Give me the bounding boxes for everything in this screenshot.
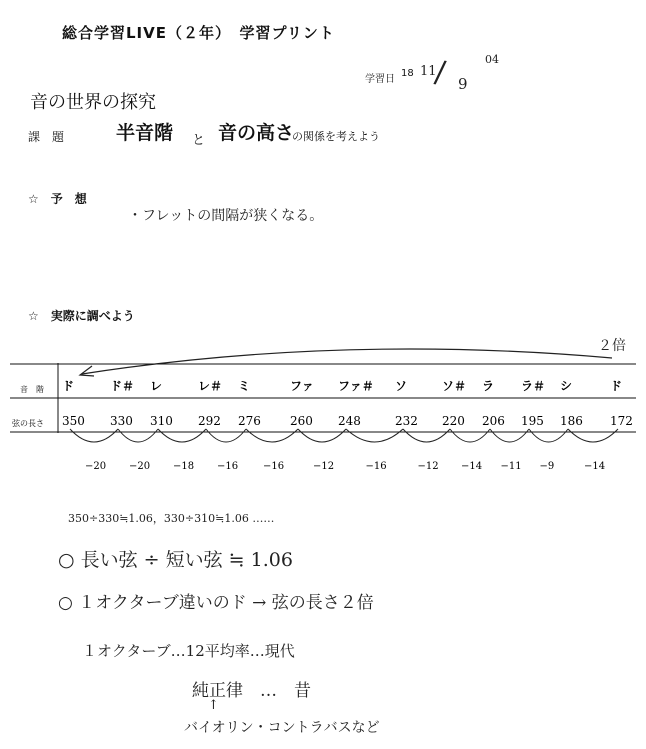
note-cell: ソ＃: [442, 379, 467, 393]
difference-arc: [490, 429, 529, 442]
note-cell: ミ: [238, 379, 251, 393]
difference-arc: [246, 429, 298, 442]
ratio-label: ２倍: [598, 338, 626, 354]
date-slash: /: [432, 54, 448, 91]
date-month: 11: [420, 64, 437, 79]
difference-label: −16: [365, 461, 387, 472]
theme-connector: と: [192, 133, 206, 148]
prediction-text: ・フレットの間隔が狭くなる。: [128, 208, 324, 224]
unit-title: 音の世界の探究: [30, 92, 156, 113]
length-cell: 350: [62, 414, 85, 428]
difference-arc: [70, 429, 118, 442]
difference-label: −12: [313, 461, 335, 472]
length-cell: 292: [198, 414, 221, 428]
length-cell: 206: [482, 414, 505, 428]
length-cell: 220: [442, 414, 465, 428]
date-day: 9: [458, 75, 468, 93]
difference-label: −14: [461, 461, 483, 472]
difference-arc: [346, 429, 403, 442]
worksheet-title: 総合学習LIVE（２年） 学習プリント: [62, 24, 335, 42]
theme-part-b: 音の高さ: [218, 122, 295, 144]
instruments-note: バイオリン・コントラバスなど: [184, 720, 380, 736]
difference-arc: [298, 429, 346, 442]
note-cell: ド＃: [110, 379, 135, 393]
difference-arc: [206, 429, 246, 442]
difference-label: −18: [173, 461, 195, 472]
investigation-heading: ☆ 実際に調べよう: [28, 309, 135, 323]
length-cell: 186: [560, 414, 583, 428]
length-cell: 172: [610, 414, 633, 428]
note-cell: レ＃: [198, 379, 223, 393]
note-cell: レ: [150, 379, 163, 393]
date-superscript: 04: [485, 53, 499, 66]
difference-label: −16: [217, 461, 239, 472]
prediction-heading: ☆ 予 想: [28, 192, 87, 206]
theme-suffix: の関係を考えよう: [292, 130, 380, 143]
difference-arc: [118, 429, 158, 442]
calculation-note: 350÷330≒1.06，330÷310≒1.06 ……: [68, 512, 275, 525]
difference-arc: [529, 429, 568, 442]
difference-arcs: [0, 425, 646, 475]
difference-label: −20: [129, 461, 151, 472]
length-cell: 195: [521, 414, 544, 428]
difference-label: −11: [500, 461, 522, 472]
note-cell: シ: [560, 379, 573, 393]
note-cell: ド: [62, 379, 75, 393]
scale-table-graphic: [10, 363, 636, 433]
length-cell: 260: [290, 414, 313, 428]
difference-label: −9: [539, 461, 555, 472]
date-label: 学習日: [365, 74, 395, 85]
ratio-conclusion: ○ 長い弦 ÷ 短い弦 ≒ 1.06: [58, 549, 293, 571]
theme-part-a: 半音階: [116, 122, 174, 144]
scale-table: [10, 363, 636, 433]
note-cell: ラ: [482, 379, 495, 393]
length-cell: 276: [238, 414, 261, 428]
difference-label: −20: [85, 461, 107, 472]
difference-label: −12: [417, 461, 439, 472]
date-year: 18: [401, 68, 414, 79]
length-cell: 232: [395, 414, 418, 428]
difference-label: −14: [584, 461, 606, 472]
just-intonation-note: 純正律 … 昔: [192, 681, 311, 701]
note-cell: ファ: [290, 379, 314, 393]
difference-arc: [568, 429, 618, 442]
equal-temperament-note: １オクターブ…12平均率…現代: [82, 642, 295, 660]
arrow-note: ↑: [208, 698, 219, 713]
note-cell: ファ＃: [338, 379, 374, 393]
length-cell: 330: [110, 414, 133, 428]
difference-arc: [450, 429, 490, 442]
theme-label: 課 題: [28, 130, 65, 144]
length-cell: 310: [150, 414, 173, 428]
length-cell: 248: [338, 414, 361, 428]
difference-arc: [403, 429, 450, 442]
note-cell: ド: [610, 379, 623, 393]
row-label-length: 弦の長さ: [12, 419, 44, 428]
row-label-scale: 音 階: [20, 385, 44, 394]
note-cell: ソ: [395, 379, 408, 393]
difference-label: −16: [263, 461, 285, 472]
octave-conclusion: ○ １オクターブ違いのド → 弦の長さ２倍: [58, 593, 374, 613]
note-cell: ラ＃: [521, 379, 546, 393]
difference-arc: [158, 429, 206, 442]
